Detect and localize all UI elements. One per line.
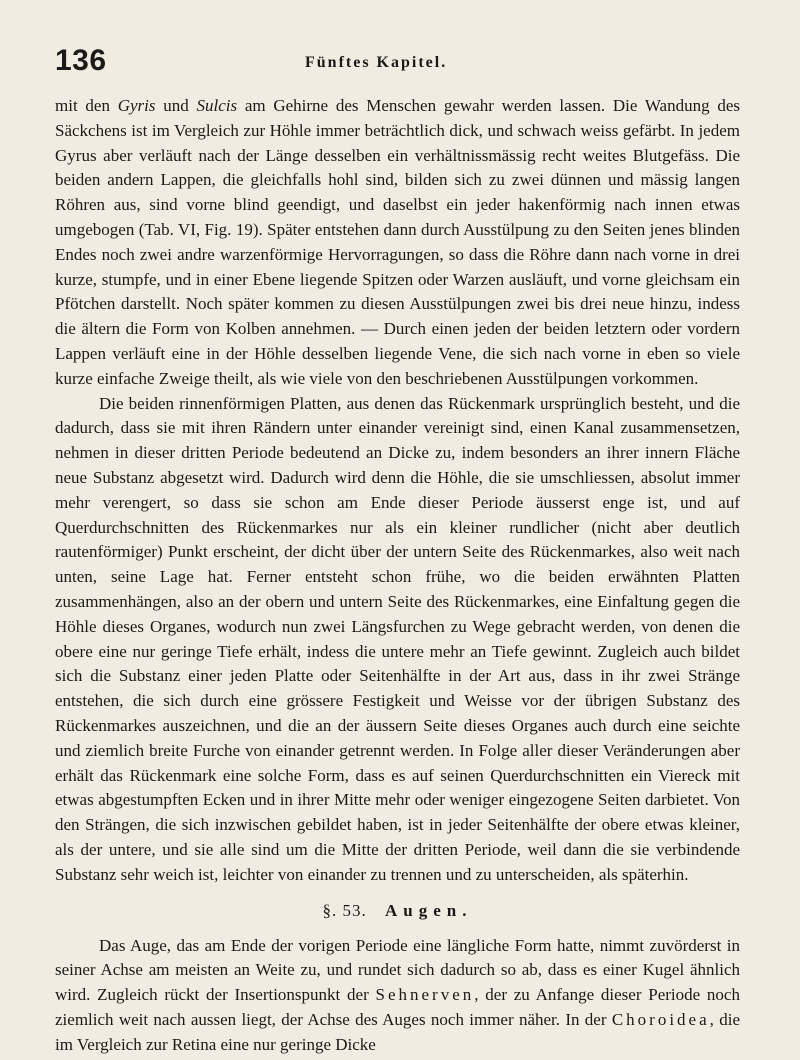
paragraph-3	[55, 934, 740, 1058]
text-span: mit den	[55, 96, 118, 115]
text-span: am Gehirne des Menschen gewahr werden lassen. Die Wandung des Säckchens ist im Vergleich zur Höhle immer beträchtlich dick, und schwach weiss gefärbt. In jedem Gyrus aber verläuft nach der Länge desselben ein verhältnissmässig recht weites Blutgefäss. Die beiden andern Lappen, die gleichfalls hohl sind, bilden sich zu zwei dünnen und mässig langen Röhren aus, sind vorne blind geendigt, und daselbst ein jeder hakenförmig nach innen etwas umgebogen (Tab. VI, Fig. 19). Später entstehen dann durch Ausstülpung zu den Seiten jenes blinden Endes noch zwei andre warzenförmige Hervorragungen, so dass die Röhre dann nach vorne in drei kurze, stumpfe, und in einer Ebene liegende Spitzen oder Warzen ausläuft, und vorne gleichsam ein Pfötchen darstellt. Noch später kommen zu diesen Ausstülpungen zwei bis drei neue hinzu, indess die ältern die Form von Kolben annehmen. — Durch einen jeden der beiden letztern oder vordern Lappen verläuft eine in der Höhle desselben liegende Vene, die sich nach vorne in eben so viele kurze einfache Zweige theilt, als wie viele von den beschriebenen Ausstülpungen vorkommen.	[55, 96, 741, 388]
text-span: , der zu Anfange dieser Periode noch ziemlich weit nach aussen liegt, der Achse des Auges noch immer näher. In der	[55, 985, 740, 1029]
section-number: §. 53.	[322, 900, 367, 920]
section-heading	[55, 899, 740, 923]
text-span: Das Auge, das am Ende der vorigen Periode eine längliche Form hatte, nimmt zuvörderst in seiner Achse am meisten an Weite zu, und rundet sich dadurch so ab, dass es einer Kugel ähnlich wird. Zugleich rückt der Insertionspunkt der	[55, 935, 740, 1005]
body-text	[55, 94, 740, 1057]
italic-term: Sulcis	[196, 96, 238, 115]
section-title: Augen.	[385, 900, 473, 920]
page-number: 136	[55, 44, 107, 77]
text-span: , die im Vergleich zur Retina eine nur geringe Dicke	[55, 1009, 740, 1054]
running-head: Fünftes Kapitel.	[305, 54, 448, 71]
paragraph-1	[55, 94, 740, 392]
italic-term: Gyris	[117, 96, 156, 115]
paragraph-2: Die beiden rinnenförmigen Platten, aus denen das Rückenmark ursprünglich besteht, und die dadurch, dass sie mit ihren Rändern unter einander vereinigt sind, einen Kanal zusammensetzen, nehmen in dieser dritten Periode bedeutend an Dicke zu, indem besonders an ihrer innern Fläche neue Substanz abgesetzt wird. Dadurch wird denn die Höhle, die sie umschliessen, absolut immer mehr verengert, so dass sie schon am Ende dieser Periode äusserst enge ist, und auf Querdurchschnitten des Rückenmarkes nur als ein kleiner rundlicher (nicht aber deutlich rautenförmiger) Punkt erscheint, der dicht über der untern Seite des Rückenmarkes, also weit nach unten, seine Lage hat. Ferner entsteht schon frühe, wo die beiden erwähnten Platten zusammenhängen, also an der obern und untern Seite des Rückenmarkes, eine Einfaltung gegen die Höhle dieses Organes, wodurch nun zwei Längsfurchen zu Wege gebracht werden, von denen die obere eine nur geringe Tiefe erhält, indess die untere mehr an Tiefe gewinnt. Zugleich auch bildet sich die Substanz einer jeden Platte oder Seitenhälfte in der Art aus, dass in ihr zwei Stränge entstehen, die sich durch eine grössere Festigkeit und Weisse vor der übrigen Substanz des Rückenmarkes auszeichnen, und die an der äussern Seite dieses Organes auch durch eine seichte und ziemlich breite Furche von einander getrennt werden. In Folge aller dieser Veränderungen aber erhält das Rückenmark eine solche Form, dass es auf seinen Querdurchschnitten ein Viereck mit etwas abgestumpften Ecken und in ihrer Mitte mehr oder weniger eingezogene Seiten darbietet. Von den Strängen, die sich inzwischen gebildet haben, ist in jeder Seitenhälfte der obere etwas kleiner, als der untere, und sie alle sind um die Mitte der dritten Periode, weil dann die sie verbindende Substanz sehr weich ist, leichter von einander zu trennen und zu unterscheiden, als späterhin.	[55, 393, 740, 884]
page-header	[55, 44, 740, 86]
spaced-term: Choroidea	[611, 1009, 710, 1029]
text-span: und	[155, 96, 197, 115]
spaced-term: Sehnerven	[375, 985, 475, 1005]
